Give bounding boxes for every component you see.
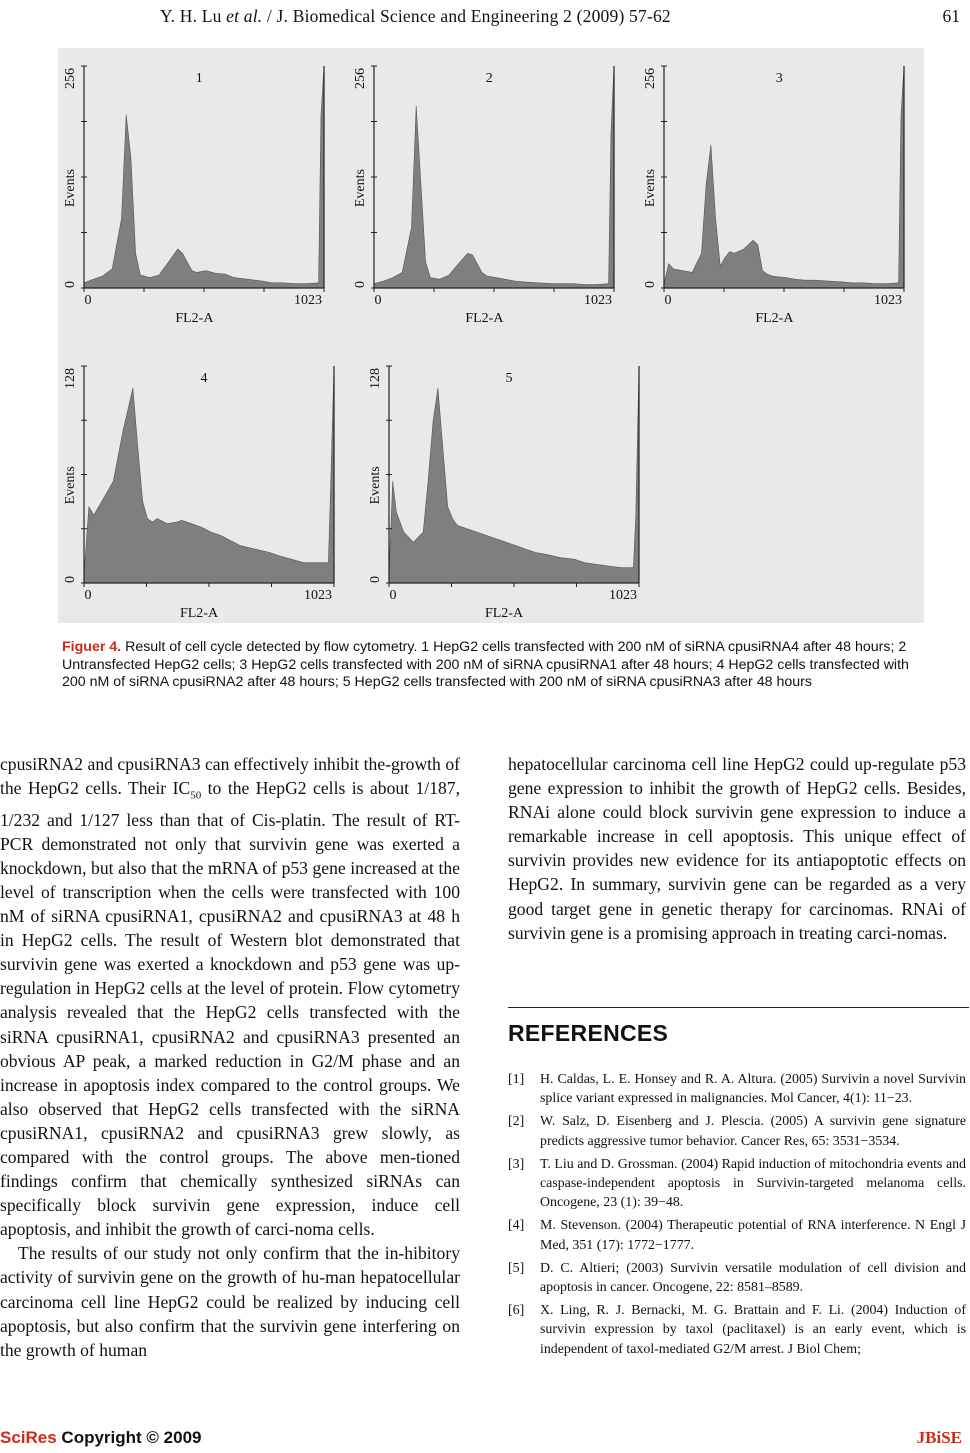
histogram-panel-1 — [58, 48, 338, 328]
journal-abbrev: JBiSE — [916, 1428, 962, 1447]
running-head — [160, 6, 671, 27]
x-tick-label: 0 — [389, 588, 397, 603]
y-tick-label: 256 — [643, 68, 658, 89]
reference-item — [508, 1301, 966, 1359]
x-tick-label: 0 — [84, 588, 92, 603]
running-head-authors: Y. H. Lu — [160, 6, 227, 26]
y-tick-label: 0 — [643, 281, 658, 288]
running-head-etal: et al. — [226, 6, 263, 26]
x-axis-label: FL2-A — [755, 311, 794, 326]
reference-number: [1] — [508, 1072, 525, 1087]
y-axis-label: Events — [63, 169, 78, 208]
histogram-area — [84, 66, 324, 288]
reference-number: [6] — [508, 1303, 525, 1319]
reference-number: [2] — [508, 1114, 525, 1130]
reference-text: T. Liu and D. Grossman. (2004) Rapid induction of mitochondria events and caspase-independent apoptosis in Survivin-targeted melanoma cells. Oncogene, 23 (1): 39−48. — [540, 1156, 966, 1211]
body-paragraph — [0, 752, 460, 1241]
body-text: cpusiRNA2 and cpusiRNA3 can effectively inhibit the-growth of the HepG2 cells. Their IC — [0, 754, 460, 799]
panel-label: 5 — [505, 371, 513, 386]
figure-4 — [58, 48, 924, 623]
histogram-area — [664, 66, 904, 288]
histogram-svg — [638, 48, 918, 328]
panel-label: 3 — [775, 71, 783, 86]
y-tick-label: 0 — [368, 576, 383, 583]
x-tick-label: 1023 — [584, 293, 612, 308]
publisher-name: SciRes — [0, 1428, 57, 1447]
histogram-svg — [58, 348, 348, 623]
reference-text: D. C. Altieri; (2003) Survivin versatile modulation of cell division and apoptosis in cancer. Oncogene, 22: 8581–8589. — [540, 1260, 966, 1296]
histogram-svg — [363, 348, 653, 623]
histogram-area — [389, 366, 639, 583]
section-divider — [508, 1007, 969, 1008]
histogram-panel-2 — [348, 48, 628, 328]
histogram-svg — [58, 48, 338, 328]
reference-item — [508, 1112, 966, 1150]
reference-number: [3] — [508, 1156, 525, 1172]
y-axis-label: Events — [368, 466, 383, 505]
reference-item — [508, 1155, 966, 1213]
x-axis-label: FL2-A — [175, 311, 214, 326]
right-column — [508, 752, 966, 945]
body-paragraph: The results of our study not only confirm that the in-hibitory activity of survivin gene on the growth of hu-man hepatocellular carcinoma cell line HepG2 could be realized by inducing cell apoptosis, but also confirm that the survivin gene interfering on the growth of human — [0, 1243, 460, 1360]
y-axis-label: Events — [643, 169, 658, 208]
reference-item — [508, 1216, 966, 1254]
publisher-copyright — [0, 1428, 202, 1448]
figure-caption — [62, 639, 920, 692]
x-tick-label: 1023 — [304, 588, 332, 603]
panel-label: 2 — [485, 71, 493, 86]
x-axis-label: FL2-A — [179, 606, 219, 621]
reference-text: M. Stevenson. (2004) Therapeutic potential of RNA interference. N Engl J Med, 351 (17): 1772−1777. — [540, 1218, 966, 1253]
reference-text: W. Salz, D. Eisenberg and J. Plescia. (2005) A survivin gene signature predicts aggressive tumor behavior. Cancer Res, 65: 3531−3534. — [540, 1114, 966, 1149]
ic50-subscript: 50 — [190, 789, 202, 802]
page-footer — [0, 1428, 970, 1450]
body-paragraph: hepatocellular carcinoma cell line HepG2 could up-regulate p53 gene expression to inhibit the growth of HepG2 cells. Besides, RNAi alone could block survivin gene expression to induce a remarkable increase in cell apoptosis. This unique effect of survivin provides new evidence for its antiapoptotic effects on HepG2. In summary, survivin gene can be regarded as a very good target gene in genetic therapy for carcinomas. RNAi of survivin gene is a promising approach in treating carci-nomas. — [508, 754, 966, 943]
x-tick-label: 1023 — [874, 293, 902, 308]
y-tick-label: 128 — [368, 368, 383, 389]
y-tick-label: 0 — [63, 281, 78, 288]
references-heading: REFERENCES — [508, 1020, 669, 1046]
reference-item — [508, 1259, 966, 1297]
running-head-journal: / J. Biomedical Science and Engineering 2 (2009) 57-62 — [262, 6, 671, 26]
reference-number: [4] — [508, 1218, 525, 1234]
x-tick-label: 0 — [84, 293, 92, 308]
y-tick-label: 256 — [353, 68, 368, 89]
histogram-area — [84, 366, 334, 583]
figure-caption-text: Result of cell cycle detected by flow cytometry. 1 HepG2 cells transfected with 200 nM of siRNA cpusiRNA4 after 48 hours; 2 Untransfected HepG2 cells; 3 HepG2 cells transfected with 200 nM of siRNA cpusiRNA1 after 48 hours; 4 HepG2 cells transfected with 200 nM of siRNA cpusiRNA2 after 48 hours; 5 HepG2 cells transfected with 200 nM of siRNA cpusiRNA3 after 48 hours — [62, 639, 909, 690]
y-tick-label: 0 — [63, 576, 78, 583]
body-text: to the HepG2 cells is about 1/187, 1/232 and 1/127 less than that of Cis-platin. The result of RT-PCR demonstrated not only that survivin gene was exerted a knockdown, but also that the mRNA of p53 gene increased at the level of transcription when the cells were transfected with 100 nM of siRNA cpusiRNA1, cpusiRNA2 and cpusiRNA3 at 48 h in HepG2 cells. The result of Western blot demonstrated that survivin gene was exerted a knockdown and p53 gene was up-regulation in HepG2 cells at the level of protein. Flow cytometry analysis revealed that the HepG2 cells transfected with the siRNA cpusiRNA1, cpusiRNA2 and cpusiRNA3 presented an obvious AP peak, a marked reduction in G2/M phase and an increase in apoptosis index compared to the control groups. We also observed that HepG2 cells transfected with the siRNA cpusiRNA1, cpusiRNA2 and cpusiRNA3 grew slowly, as compared with the control groups. The above men-tioned findings confirm that chemically synthesized siRNAs can specifically block survivin gene expression, induce cell apoptosis, and inhibit the growth of carci-noma cells. — [0, 778, 460, 1240]
x-tick-label: 0 — [374, 293, 382, 308]
y-tick-label: 128 — [63, 368, 78, 389]
x-tick-label: 1023 — [609, 588, 637, 603]
y-tick-label: 256 — [63, 68, 78, 89]
left-column — [0, 752, 460, 1362]
figure-caption-label: Figuer 4. — [62, 639, 122, 655]
histogram-panel-5 — [363, 348, 653, 623]
reference-item — [508, 1070, 966, 1108]
x-tick-label: 1023 — [294, 293, 322, 308]
histogram-panel-4 — [58, 348, 348, 623]
reference-number: [5] — [508, 1260, 525, 1276]
y-axis-label: Events — [353, 169, 368, 208]
histogram-svg — [348, 48, 628, 328]
panel-label: 4 — [200, 371, 208, 386]
histogram-panel-3 — [638, 48, 918, 328]
reference-text: H. Caldas, L. E. Honsey and R. A. Altura. (2005) Survivin a novel Survivin splice variant expressed in malignancies. Mol Cancer, 4(1): 11−23. — [540, 1072, 966, 1107]
copyright-text: Copyright © 2009 — [56, 1428, 202, 1447]
running-header — [0, 6, 970, 30]
x-axis-label: FL2-A — [465, 311, 504, 326]
x-tick-label: 0 — [664, 293, 672, 308]
x-axis-label: FL2-A — [484, 606, 524, 621]
panel-label: 1 — [195, 71, 203, 86]
y-tick-label: 0 — [353, 281, 368, 288]
reference-list — [508, 1070, 966, 1363]
y-axis-label: Events — [63, 466, 78, 505]
page-number: 61 — [942, 6, 960, 26]
reference-text: X. Ling, R. J. Bernacki, M. G. Brattain and F. Li. (2004) Induction of survivin expression by taxol (paclitaxel) is an early event, which is independent of taxol-mediated G2/M arrest. J Biol Chem; — [540, 1303, 966, 1357]
histogram-area — [374, 66, 614, 288]
